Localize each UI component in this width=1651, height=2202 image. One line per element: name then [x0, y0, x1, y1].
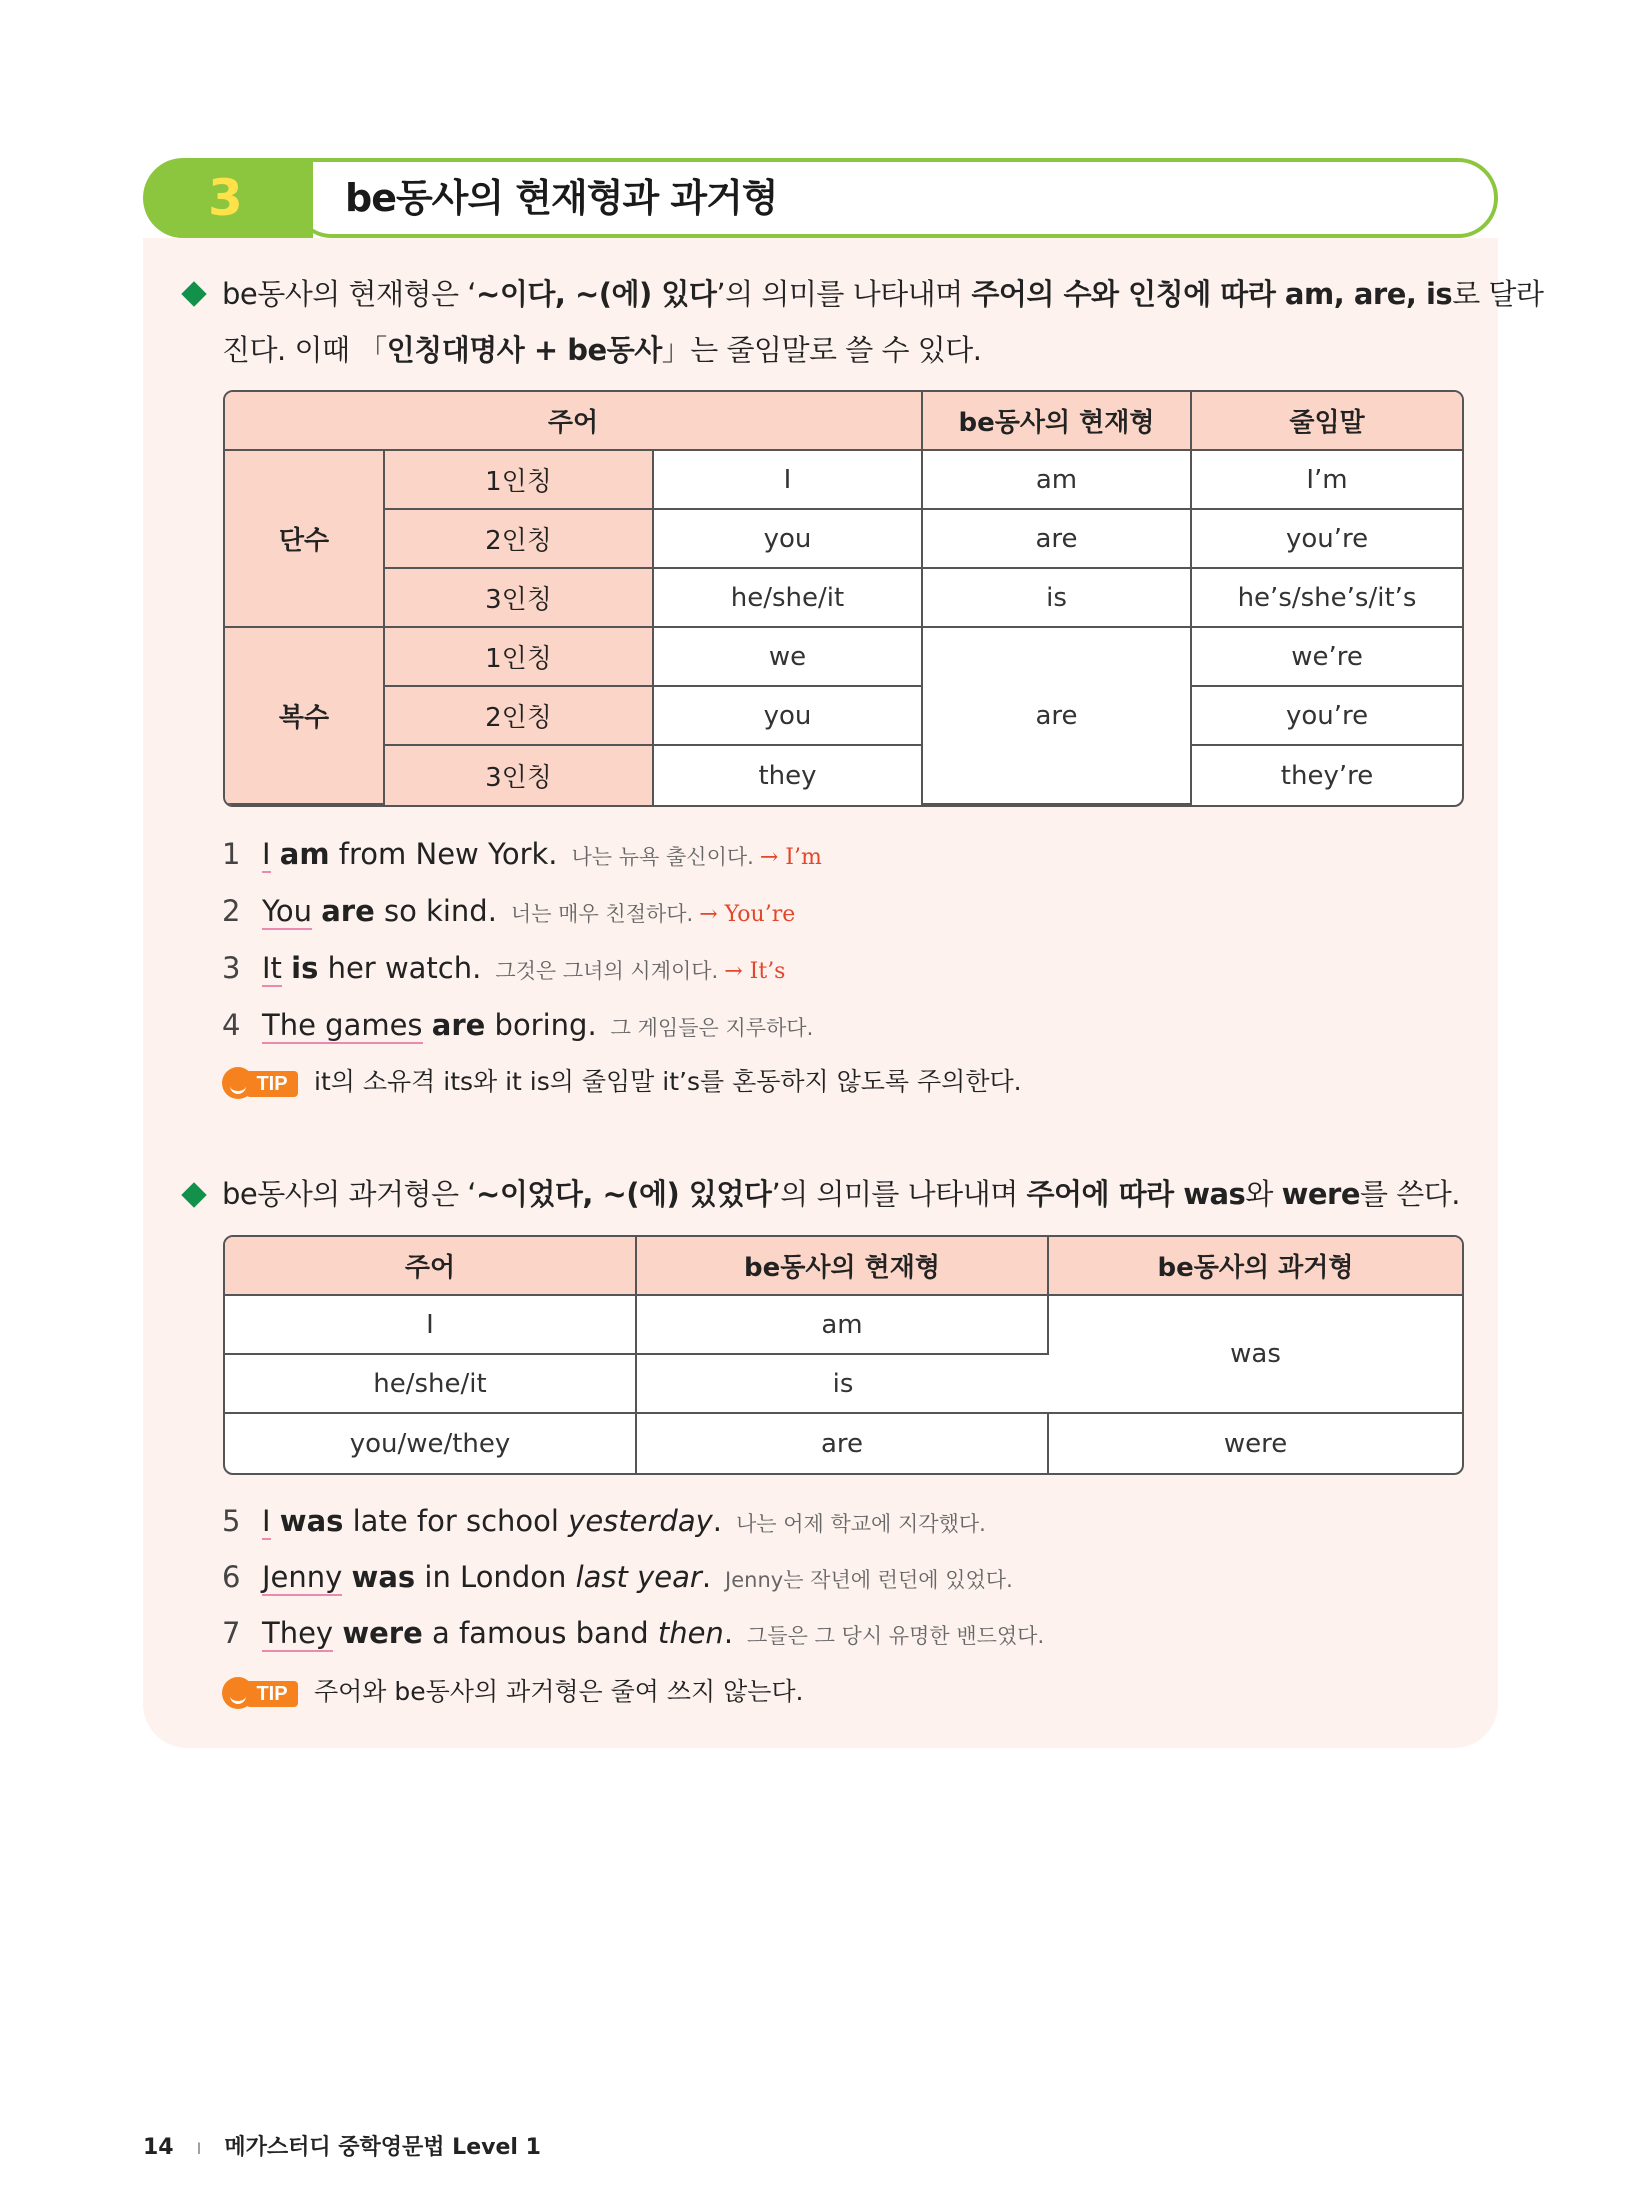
- tip-label: TIP: [246, 1071, 298, 1097]
- be-cell: are: [923, 628, 1192, 805]
- person-cell: 3인칭: [385, 569, 654, 628]
- person-cell: 2인칭: [385, 687, 654, 746]
- present-tense-table: [223, 390, 1464, 807]
- header-present: be동사의 현재형: [637, 1237, 1049, 1296]
- example-sentence: 3 It is her watch. 그것은 그녀의 시계이다. → It’s: [222, 951, 786, 985]
- past-cell: was: [1049, 1296, 1462, 1414]
- example-sentence: 7 They were a famous band then. 그들은 그 당시 유명한 밴드였다.: [222, 1616, 1045, 1650]
- tip-label: TIP: [246, 1681, 298, 1707]
- person-cell: 3인칭: [385, 746, 654, 805]
- example-sentence: 1 I am from New York. 나는 뉴욕 출신이다. → I’m: [222, 837, 822, 871]
- singular-label: 단수: [225, 451, 385, 628]
- tip-badge: [222, 1067, 298, 1099]
- present-intro: be동사의 현재형은 ‘~이다, ~(에) 있다’의 의미를 나타내며 주어의 수와 인칭에 따라 am, are, is로 달라 진다. 이때 「인칭대명사 + be동사」는 줄임말로 쓸 수 있다.: [222, 277, 1544, 367]
- be-cell: am: [923, 451, 1192, 510]
- be-cell: is: [923, 569, 1192, 628]
- page-footer: [143, 2130, 541, 2161]
- present-cell: is: [637, 1355, 1049, 1414]
- be-cell: are: [923, 510, 1192, 569]
- pronoun-cell: you: [654, 687, 923, 746]
- section-title: be동사의 현재형과 과거형: [345, 176, 778, 220]
- example-sentence: 2 You are so kind. 너는 매우 친절하다. → You’re: [222, 894, 796, 928]
- pronoun-cell: he/she/it: [654, 569, 923, 628]
- short-cell: we’re: [1192, 628, 1462, 687]
- person-cell: 1인칭: [385, 628, 654, 687]
- person-cell: 2인칭: [385, 510, 654, 569]
- past-intro: be동사의 과거형은 ‘~이었다, ~(에) 있었다’의 의미를 나타내며 주어에 따라 was와 were를 쓴다.: [222, 1177, 1460, 1211]
- header-past: be동사의 과거형: [1049, 1237, 1462, 1296]
- pronoun-cell: they: [654, 746, 923, 805]
- past-tense-table: [223, 1235, 1464, 1475]
- page-number: 14: [143, 2135, 174, 2160]
- tip-text: it의 소유격 its와 it is의 줄임말 it’s를 혼동하지 않도록 주의한다.: [314, 1067, 1022, 1096]
- short-cell: he’s/she’s/it’s: [1192, 569, 1462, 628]
- tip-note: [222, 1062, 1022, 1102]
- subject-cell: I: [225, 1296, 637, 1355]
- tip-badge: [222, 1677, 298, 1709]
- header-subject: 주어: [225, 392, 923, 451]
- tip-note: [222, 1672, 803, 1712]
- present-cell: are: [637, 1414, 1049, 1473]
- pronoun-cell: I: [654, 451, 923, 510]
- book-title: 메가스터디 중학영문법 Level 1: [224, 2135, 541, 2160]
- example-sentence: 5 I was late for school yesterday. 나는 어제 학교에 지각했다.: [222, 1504, 986, 1538]
- header-present: be동사의 현재형: [923, 392, 1192, 451]
- short-cell: you’re: [1192, 510, 1462, 569]
- pronoun-cell: we: [654, 628, 923, 687]
- subject-cell: he/she/it: [225, 1355, 637, 1414]
- subject-cell: you/we/they: [225, 1414, 637, 1473]
- footer-separator: I: [196, 2139, 202, 2158]
- short-cell: I’m: [1192, 451, 1462, 510]
- section-number: 3: [143, 158, 313, 238]
- example-sentence: 6 Jenny was in London last year. Jenny는 작년에 런던에 있었다.: [222, 1560, 1013, 1594]
- present-cell: am: [637, 1296, 1049, 1355]
- header-subject: 주어: [225, 1237, 637, 1296]
- short-cell: you’re: [1192, 687, 1462, 746]
- past-cell: were: [1223, 1428, 1288, 1459]
- tip-text: 주어와 be동사의 과거형은 줄여 쓰지 않는다.: [314, 1677, 804, 1706]
- header-short: 줄임말: [1192, 392, 1462, 451]
- plural-label: 복수: [225, 628, 385, 805]
- pronoun-cell: you: [654, 510, 923, 569]
- person-cell: 1인칭: [385, 451, 654, 510]
- example-sentence: 4 The games are boring. 그 게임들은 지루하다.: [222, 1008, 814, 1042]
- short-cell: they’re: [1280, 760, 1374, 791]
